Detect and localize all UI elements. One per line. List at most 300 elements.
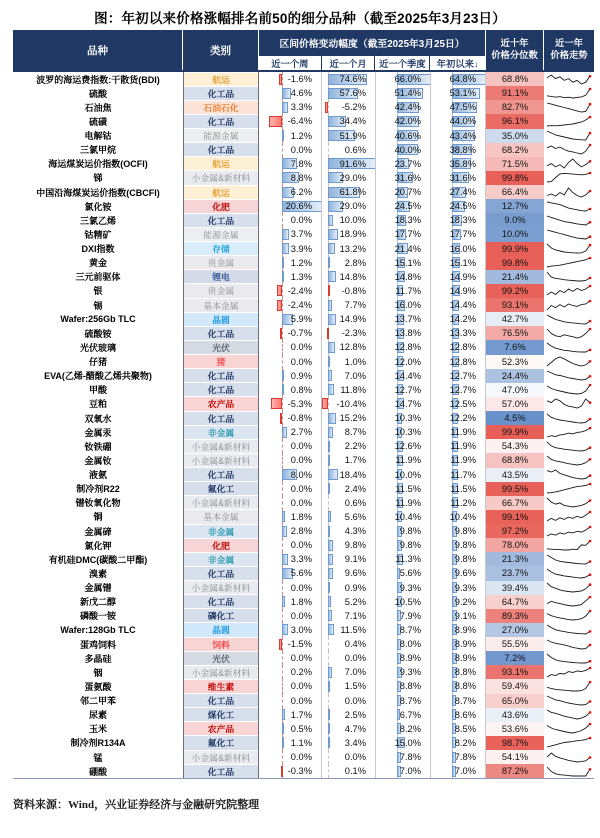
value-cell-y — [431, 411, 486, 425]
value-text: 51.9% — [339, 130, 366, 141]
value-cell-w — [259, 439, 322, 453]
value-cell-m — [322, 750, 376, 764]
value-text: 9.6% — [454, 568, 476, 579]
value-cell-q — [376, 439, 431, 453]
value-cell-w — [259, 651, 322, 665]
value-text: 12.8% — [339, 342, 366, 353]
value-cell-q — [376, 114, 431, 128]
value-text: 8.7% — [454, 695, 476, 706]
value-text: 38.8% — [449, 144, 476, 155]
value-cell-w — [259, 609, 322, 623]
table-row — [13, 425, 594, 439]
trend-sparkline — [544, 623, 594, 637]
value-text: 3.7% — [290, 229, 312, 240]
value-text: -5.3% — [287, 398, 312, 409]
value-text: 0.0% — [290, 215, 312, 226]
value-text: 18.3% — [449, 215, 476, 226]
value-text: 10.0% — [394, 469, 421, 480]
variety-name: 双氧水 — [84, 413, 112, 424]
percentile-cell: 68.2% — [486, 143, 544, 157]
value-text: 23.7% — [394, 158, 421, 169]
value-text: 24.5% — [449, 201, 476, 212]
value-cell-q — [376, 552, 431, 566]
category-label: 存储 — [184, 242, 258, 255]
value-text: 1.2% — [290, 257, 312, 268]
negative-data-bar — [280, 413, 282, 424]
variety-name: 蛋氨酸 — [84, 681, 112, 692]
trend-sparkline — [544, 609, 594, 623]
category-label: 维生素 — [184, 680, 258, 693]
value-cell-m — [322, 524, 376, 538]
bar-axis-line — [282, 439, 283, 453]
category-cell — [183, 411, 259, 425]
value-text: 18.4% — [339, 469, 366, 480]
trend-sparkline — [544, 453, 594, 467]
trend-sparkline — [544, 750, 594, 764]
category-cell — [183, 86, 259, 100]
value-text: 9.1% — [344, 554, 366, 565]
value-text: 29.0% — [339, 172, 366, 183]
category-cell — [183, 312, 259, 326]
value-text: 4.7% — [344, 723, 366, 734]
category-label: 氟化工 — [184, 736, 258, 749]
value-cell-m — [322, 340, 376, 354]
percentile-cell: 76.5% — [486, 326, 544, 340]
negative-data-bar — [271, 398, 281, 409]
value-cell-w — [259, 453, 322, 467]
value-text: 11.9% — [395, 497, 421, 508]
bar-axis-line — [328, 143, 329, 157]
table-row — [13, 256, 594, 270]
trend-sparkline — [544, 298, 594, 312]
table-row — [13, 383, 594, 397]
value-cell-y — [431, 453, 486, 467]
data-bar — [282, 130, 284, 141]
value-text: 0.6% — [344, 497, 366, 508]
category-cell — [183, 326, 259, 340]
percentile-cell: 4.5% — [486, 411, 544, 425]
value-text: 0.0% — [344, 695, 366, 706]
category-cell — [183, 369, 259, 383]
value-cell-w — [259, 129, 322, 143]
table-row — [13, 143, 594, 157]
category-cell — [183, 185, 259, 199]
variety-name: 石油焦 — [84, 102, 112, 113]
value-cell-m — [322, 722, 376, 736]
bar-axis-line — [328, 496, 329, 510]
bar-axis-line — [282, 340, 283, 354]
value-cell-y — [431, 355, 486, 369]
category-cell — [183, 72, 259, 86]
table-row — [13, 185, 594, 199]
value-cell-q — [376, 722, 431, 736]
value-text: 0.0% — [344, 653, 366, 664]
data-bar — [328, 342, 335, 353]
data-bar — [282, 554, 288, 565]
variety-name: 新戊二醇 — [79, 597, 116, 608]
value-cell-y — [431, 298, 486, 312]
category-label: 光伏 — [184, 652, 258, 665]
table-row — [13, 651, 594, 665]
trend-sparkline — [544, 100, 594, 114]
data-bar — [328, 511, 331, 522]
value-text: 42.4% — [394, 102, 421, 113]
trend-sparkline — [544, 86, 594, 100]
table-row — [13, 298, 594, 312]
category-cell — [183, 439, 259, 453]
category-cell — [183, 581, 259, 595]
value-cell-y — [431, 609, 486, 623]
value-cell-y — [431, 185, 486, 199]
value-cell-m — [322, 256, 376, 270]
trend-sparkline — [544, 213, 594, 227]
value-cell-q — [376, 482, 431, 496]
category-label: 贵金属 — [184, 284, 258, 297]
value-cell-y — [431, 496, 486, 510]
trend-sparkline — [544, 242, 594, 256]
bar-axis-line — [282, 651, 283, 665]
value-cell-y — [431, 171, 486, 185]
bar-axis-line — [282, 694, 283, 708]
value-cell-w — [259, 722, 322, 736]
value-text: 7.0% — [454, 766, 476, 777]
category-cell — [183, 397, 259, 411]
data-bar — [328, 356, 330, 367]
value-text: 8.9% — [399, 653, 421, 664]
value-text: 0.9% — [290, 370, 312, 381]
table-row — [13, 227, 594, 241]
value-text: 8.7% — [399, 695, 421, 706]
value-text: 0.0% — [290, 455, 312, 466]
table-row — [13, 86, 594, 100]
value-cell-y — [431, 143, 486, 157]
value-text: 2.8% — [290, 526, 312, 537]
percentile-cell: 39.4% — [486, 581, 544, 595]
value-text: 0.1% — [344, 766, 366, 777]
value-cell-q — [376, 764, 431, 778]
negative-data-bar — [279, 639, 282, 650]
percentile-cell: 43.5% — [486, 468, 544, 482]
value-cell-q — [376, 298, 431, 312]
value-cell-m — [322, 552, 376, 566]
category-cell — [183, 764, 259, 778]
value-text: 0.9% — [344, 582, 366, 593]
trend-sparkline — [544, 72, 594, 86]
value-text: 1.7% — [290, 709, 312, 720]
variety-name: 磷酸一铵 — [79, 611, 116, 622]
value-text: 11.5% — [340, 624, 366, 635]
table-row — [13, 468, 594, 482]
value-cell-q — [376, 157, 431, 171]
percentile-cell: 42.7% — [486, 312, 544, 326]
data-bar — [328, 667, 332, 678]
value-cell-w — [259, 185, 322, 199]
variety-name: 硼酸 — [88, 766, 107, 777]
value-cell-w — [259, 199, 322, 213]
value-cell-w — [259, 383, 322, 397]
table-row — [13, 242, 594, 256]
value-text: 9.8% — [454, 540, 476, 551]
table-row — [13, 552, 594, 566]
category-label: 化工品 — [184, 383, 258, 396]
category-label: 小金属&新材料 — [184, 171, 258, 184]
value-cell-y — [431, 538, 486, 552]
trend-sparkline — [544, 665, 594, 679]
data-bar — [282, 229, 289, 240]
table-row — [13, 609, 594, 623]
value-cell-w — [259, 114, 322, 128]
value-cell-w — [259, 256, 322, 270]
value-text: 9.8% — [454, 554, 476, 565]
data-bar — [282, 624, 288, 635]
value-cell-m — [322, 468, 376, 482]
value-cell-w — [259, 270, 322, 284]
category-cell — [183, 538, 259, 552]
value-cell-q — [376, 708, 431, 722]
value-text: 91.6% — [339, 158, 366, 169]
value-text: 0.2% — [290, 667, 312, 678]
variety-name: 邻二甲苯 — [79, 696, 116, 707]
value-cell-y — [431, 679, 486, 693]
value-text: 8.0% — [290, 469, 312, 480]
value-text: 51.4% — [394, 88, 421, 99]
value-text: 9.3% — [454, 582, 476, 593]
trend-sparkline — [544, 482, 594, 496]
bar-axis-line — [282, 637, 283, 651]
value-text: 1.8% — [290, 511, 312, 522]
value-text: 0.0% — [290, 695, 312, 706]
value-text: -0.7% — [287, 328, 312, 339]
category-cell — [183, 595, 259, 609]
variety-name: 金属汞 — [84, 427, 112, 438]
bar-axis-line — [282, 72, 283, 86]
percentile-cell: 68.8% — [486, 72, 544, 86]
category-label: 非金属 — [184, 525, 258, 538]
value-cell-m — [322, 566, 376, 580]
variety-name: 溴素 — [88, 568, 107, 579]
value-cell-y — [431, 270, 486, 284]
category-label: 光伏 — [184, 341, 258, 354]
value-text: 5.6% — [290, 568, 312, 579]
category-label: 化工品 — [184, 468, 258, 481]
value-cell-m — [322, 679, 376, 693]
percentile-cell: 99.2% — [486, 284, 544, 298]
value-cell-m — [322, 383, 376, 397]
variety-name: 氯化铵 — [84, 201, 112, 212]
category-cell — [183, 284, 259, 298]
value-cell-q — [376, 284, 431, 298]
percentile-cell: 65.0% — [486, 694, 544, 708]
trend-sparkline — [544, 256, 594, 270]
value-text: 10.3% — [394, 427, 421, 438]
bar-axis-line — [328, 694, 329, 708]
value-text: 0.8% — [290, 384, 312, 395]
value-cell-y — [431, 425, 486, 439]
data-bar — [328, 427, 333, 438]
value-text: 53.1% — [449, 88, 476, 99]
value-cell-y — [431, 157, 486, 171]
trend-sparkline — [544, 566, 594, 580]
value-text: 1.0% — [344, 356, 366, 367]
negative-data-bar — [280, 328, 282, 339]
category-label: 贵金属 — [184, 256, 258, 269]
value-cell-w — [259, 355, 322, 369]
value-text: 14.8% — [339, 271, 366, 282]
percentile-cell: 93.1% — [486, 665, 544, 679]
value-cell-q — [376, 566, 431, 580]
table-row — [13, 750, 594, 764]
value-text: 8.8% — [454, 681, 476, 692]
value-cell-y — [431, 129, 486, 143]
percentile-cell: 91.1% — [486, 86, 544, 100]
trend-sparkline — [544, 524, 594, 538]
trend-sparkline — [544, 510, 594, 524]
category-cell — [183, 708, 259, 722]
category-label: 化工品 — [184, 412, 258, 425]
value-cell-y — [431, 312, 486, 326]
trend-sparkline — [544, 581, 594, 595]
value-text: 11.2% — [450, 497, 476, 508]
percentile-cell: 21.3% — [486, 552, 544, 566]
value-text: 2.8% — [344, 257, 366, 268]
percentile-cell: 71.5% — [486, 157, 544, 171]
category-cell — [183, 736, 259, 750]
value-text: 8.9% — [454, 624, 476, 635]
percentile-cell: 99.1% — [486, 510, 544, 524]
value-text: -2.4% — [287, 300, 312, 311]
value-cell-y — [431, 326, 486, 340]
trend-sparkline — [544, 114, 594, 128]
value-cell-m — [322, 482, 376, 496]
value-cell-m — [322, 72, 376, 86]
value-text: 24.5% — [394, 201, 421, 212]
trend-sparkline — [544, 326, 594, 340]
value-text: 10.3% — [394, 413, 421, 424]
category-cell — [183, 510, 259, 524]
col-header-category: 类别 — [183, 30, 259, 70]
value-cell-q — [376, 86, 431, 100]
value-cell-w — [259, 552, 322, 566]
value-text: -0.3% — [287, 766, 312, 777]
value-cell-w — [259, 566, 322, 580]
table-header — [13, 30, 594, 72]
value-text: 12.0% — [394, 356, 421, 367]
value-text: 14.8% — [394, 271, 421, 282]
value-text: 0.0% — [290, 540, 312, 551]
category-label: 磷化工 — [184, 609, 258, 622]
negative-data-bar — [327, 328, 329, 339]
value-cell-y — [431, 595, 486, 609]
category-label: 锂电 — [184, 270, 258, 283]
variety-name: 甲酸 — [88, 385, 107, 396]
variety-name: 多晶硅 — [84, 653, 112, 664]
value-cell-w — [259, 100, 322, 114]
category-cell — [183, 355, 259, 369]
category-label: 基本金属 — [184, 299, 258, 312]
category-label: 小金属&新材料 — [184, 666, 258, 679]
data-bar — [328, 257, 330, 268]
bar-axis-line — [282, 538, 283, 552]
data-bar — [328, 568, 333, 579]
value-cell-y — [431, 213, 486, 227]
value-cell-q — [376, 199, 431, 213]
data-bar — [328, 229, 338, 240]
value-cell-m — [322, 496, 376, 510]
value-text: 13.8% — [394, 328, 421, 339]
category-cell — [183, 637, 259, 651]
value-text: 47.5% — [449, 102, 476, 113]
percentile-cell: 99.8% — [486, 256, 544, 270]
value-cell-q — [376, 369, 431, 383]
value-text: 6.2% — [290, 187, 312, 198]
trend-sparkline — [544, 651, 594, 665]
value-text: 14.7% — [394, 398, 421, 409]
trend-sparkline — [544, 129, 594, 143]
data-bar — [282, 511, 286, 522]
value-text: 1.1% — [290, 737, 312, 748]
percentile-cell: 97.2% — [486, 524, 544, 538]
value-text: -2.4% — [287, 285, 312, 296]
value-cell-y — [431, 227, 486, 241]
percentile-cell: 55.5% — [486, 637, 544, 651]
value-cell-y — [431, 552, 486, 566]
value-cell-m — [322, 510, 376, 524]
variety-name: 液氨 — [88, 470, 107, 481]
value-cell-q — [376, 637, 431, 651]
value-cell-w — [259, 411, 322, 425]
value-text: 0.0% — [290, 342, 312, 353]
value-text: 8.8% — [290, 172, 312, 183]
value-cell-q — [376, 679, 431, 693]
data-bar — [328, 441, 330, 452]
category-label: 小金属&新材料 — [184, 581, 258, 594]
variety-name: 黄金 — [88, 258, 107, 269]
value-text: 8.0% — [399, 639, 421, 650]
table-row — [13, 538, 594, 552]
value-cell-y — [431, 694, 486, 708]
value-text: 9.3% — [399, 667, 421, 678]
data-bar — [282, 370, 284, 381]
value-cell-m — [322, 114, 376, 128]
value-cell-w — [259, 326, 322, 340]
data-bar — [328, 483, 330, 494]
value-cell-m — [322, 369, 376, 383]
variety-name: 氯化钾 — [84, 540, 112, 551]
category-label: 航运 — [184, 73, 258, 86]
negative-data-bar — [281, 766, 283, 777]
category-label: 化工品 — [184, 327, 258, 340]
value-text: 31.6% — [394, 172, 421, 183]
value-cell-w — [259, 708, 322, 722]
category-label: 小金属&新材料 — [184, 496, 258, 509]
data-bar — [328, 737, 330, 748]
variety-name: 波罗的海运费指数:干散货(BDI) — [36, 74, 160, 85]
percentile-cell: 59.4% — [486, 679, 544, 693]
data-bar — [282, 526, 287, 537]
value-text: 0.0% — [290, 653, 312, 664]
value-text: 5.6% — [344, 511, 366, 522]
variety-name: 钴精矿 — [84, 229, 112, 240]
table-body — [13, 72, 594, 779]
bar-axis-line — [282, 143, 283, 157]
category-label: 小金属&新材料 — [184, 440, 258, 453]
category-cell — [183, 482, 259, 496]
value-text: 1.8% — [290, 596, 312, 607]
category-cell — [183, 651, 259, 665]
variety-name: 镨钕氧化物 — [75, 498, 121, 509]
value-cell-q — [376, 453, 431, 467]
category-label: 化工品 — [184, 595, 258, 608]
